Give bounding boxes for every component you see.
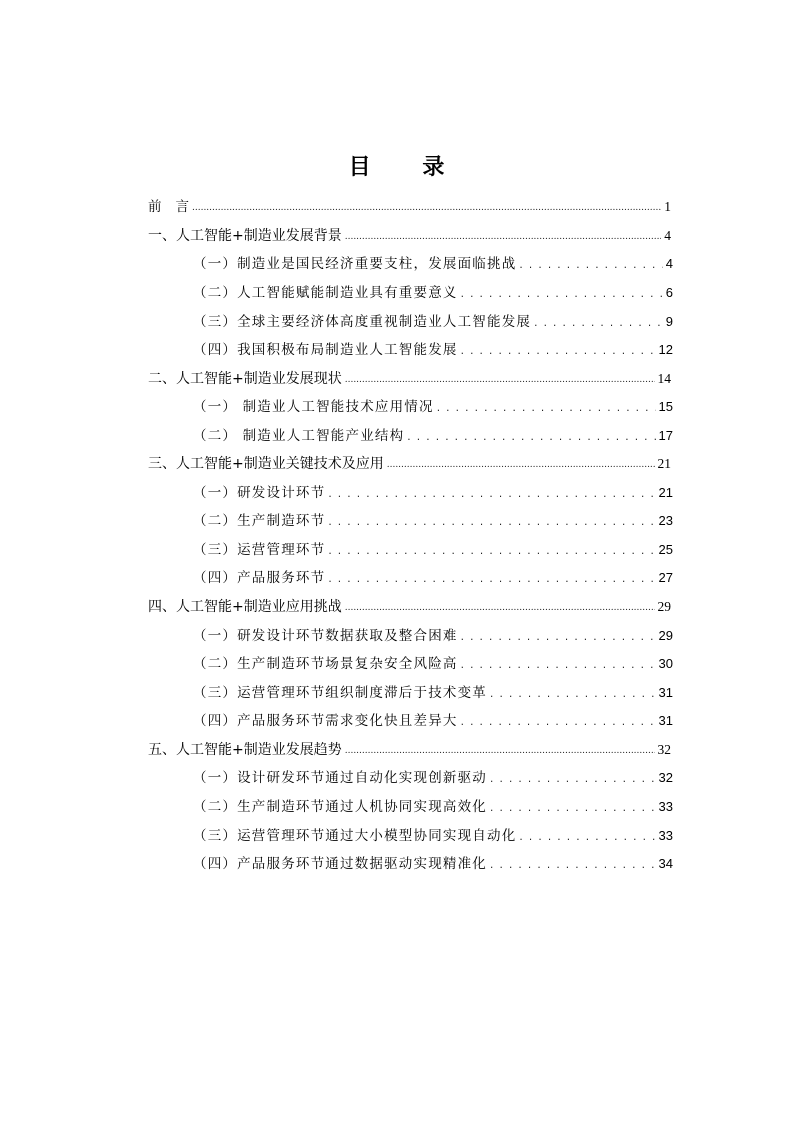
toc-entry-label: （三）运营管理环节组织制度滞后于技术变革 — [193, 685, 487, 701]
toc-entry-section[interactable] — [193, 253, 673, 275]
toc-entry-label: （三）全球主要经济体高度重视制造业人工智能发展 — [193, 314, 532, 330]
toc-entry-label: 五、人工智能+制造业发展趋势 — [148, 742, 342, 758]
toc-page-number: 33 — [658, 828, 673, 843]
toc-leader-dots — [387, 453, 655, 475]
toc-entry-label: （二）生产制造环节场景复杂安全风险高 — [193, 656, 458, 672]
toc-entry-label: （二）生产制造环节 — [193, 513, 326, 529]
toc-page-number: 15 — [658, 399, 673, 414]
toc-entry-section[interactable] — [193, 825, 673, 847]
toc-page-number: 29 — [657, 599, 671, 614]
toc-page-number: 31 — [658, 713, 673, 728]
toc-leader-dots — [345, 596, 655, 618]
toc-leader-dots — [490, 682, 656, 704]
toc-entry-section[interactable] — [193, 682, 673, 704]
toc-page-number: 21 — [658, 485, 673, 500]
toc-leader-dots — [345, 225, 662, 247]
page-title: 目 录 — [348, 155, 467, 180]
toc-entry-section[interactable] — [193, 539, 673, 561]
toc-leader-dots — [490, 796, 656, 818]
toc-leader-dots — [345, 368, 655, 390]
toc-entry-label: （二）人工智能赋能制造业具有重要意义 — [193, 285, 458, 301]
toc-page-number: 33 — [658, 799, 673, 814]
toc-entry-label: （四）产品服务环节需求变化快且差异大 — [193, 713, 458, 729]
toc-entry-label: 前 言 — [148, 199, 189, 215]
toc-entry-section[interactable] — [193, 510, 673, 532]
toc-entry-chapter-4[interactable] — [148, 596, 671, 618]
toc-page-number: 29 — [658, 628, 673, 643]
toc-entry-chapter-5[interactable] — [148, 739, 671, 761]
toc-leader-dots — [345, 739, 655, 761]
toc-entry-label: （二） 制造业人工智能产业结构 — [193, 428, 405, 444]
toc-entry-label: （四）产品服务环节 — [193, 570, 326, 586]
toc-entry-label: 二、人工智能+制造业发展现状 — [148, 371, 342, 387]
toc-entry-section[interactable] — [193, 796, 673, 818]
toc-entry-section[interactable] — [193, 396, 673, 418]
toc-entry-label: （一）设计研发环节通过自动化实现创新驱动 — [193, 770, 487, 786]
toc-entry-label: （一） 制造业人工智能技术应用情况 — [193, 399, 434, 415]
toc-leader-dots — [534, 311, 663, 333]
toc-leader-dots — [490, 853, 656, 875]
toc-entry-label: （一）制造业是国民经济重要支柱，发展面临挑战 — [193, 256, 517, 272]
toc-leader-dots — [461, 625, 656, 647]
toc-entry-label: （三）运营管理环节通过大小模型协同实现自动化 — [193, 828, 517, 844]
toc-leader-dots — [519, 253, 662, 275]
toc-page-number: 14 — [657, 371, 671, 386]
toc-page-number: 27 — [658, 570, 673, 585]
toc-entry-label: （一）研发设计环节 — [193, 485, 326, 501]
toc-leader-dots — [328, 567, 655, 589]
toc-entry-section[interactable] — [193, 853, 673, 875]
toc-entry-section[interactable] — [193, 710, 673, 732]
toc-page-number: 30 — [658, 656, 673, 671]
toc-leader-dots — [461, 339, 656, 361]
toc-leader-dots — [461, 282, 663, 304]
toc-page-number: 12 — [658, 342, 673, 357]
toc-page-number: 23 — [658, 513, 673, 528]
toc-entry-chapter-1[interactable] — [148, 225, 671, 247]
toc-leader-dots — [490, 767, 656, 789]
toc-leader-dots — [328, 510, 655, 532]
toc-leader-dots — [519, 825, 655, 847]
toc-page-number: 9 — [665, 314, 673, 329]
toc-leader-dots — [437, 396, 656, 418]
toc-entry-label: （四）产品服务环节通过数据驱动实现精准化 — [193, 856, 487, 872]
toc-entry-section[interactable] — [193, 339, 673, 361]
toc-entry-section[interactable] — [193, 625, 673, 647]
toc-page-number: 6 — [665, 285, 673, 300]
toc-entry-section[interactable] — [193, 311, 673, 333]
toc-page-number: 25 — [658, 542, 673, 557]
toc-page-number: 32 — [658, 770, 673, 785]
toc-leader-dots — [407, 425, 655, 447]
toc-entry-label: （二）生产制造环节通过人机协同实现高效化 — [193, 799, 487, 815]
toc-entry-label: （四）我国积极布局制造业人工智能发展 — [193, 342, 458, 358]
toc-entry-section[interactable] — [193, 482, 673, 504]
toc-entry-section[interactable] — [193, 567, 673, 589]
toc-page-number: 31 — [658, 685, 673, 700]
toc-page-number: 34 — [658, 856, 673, 871]
toc-leader-dots — [461, 653, 656, 675]
toc-entry-section[interactable] — [193, 282, 673, 304]
toc-entry-label: （一）研发设计环节数据获取及整合困难 — [193, 628, 458, 644]
toc-leader-dots — [328, 482, 655, 504]
toc-leader-dots — [461, 710, 656, 732]
toc-page-number: 4 — [664, 228, 671, 243]
toc-entry-label: （三）运营管理环节 — [193, 542, 326, 558]
toc-page-number: 4 — [665, 256, 673, 271]
toc-entry-label: 三、人工智能+制造业关键技术及应用 — [148, 456, 384, 472]
toc-entry-section[interactable] — [193, 425, 673, 447]
toc-leader-dots — [328, 539, 655, 561]
toc-entry-section[interactable] — [193, 653, 673, 675]
toc-entry-label: 四、人工智能+制造业应用挑战 — [148, 599, 342, 615]
toc-entry-section[interactable] — [193, 767, 673, 789]
toc-entry-chapter-3[interactable] — [148, 453, 671, 475]
toc-page-number: 32 — [657, 742, 671, 757]
toc-entry-label: 一、人工智能+制造业发展背景 — [148, 228, 342, 244]
toc-entry-chapter-2[interactable] — [148, 368, 671, 390]
toc-entry-preface[interactable] — [148, 196, 671, 218]
toc-leader-dots — [192, 196, 661, 218]
toc-page-number: 17 — [658, 428, 673, 443]
toc-page-number: 1 — [664, 199, 671, 214]
toc-page-number: 21 — [657, 456, 671, 471]
